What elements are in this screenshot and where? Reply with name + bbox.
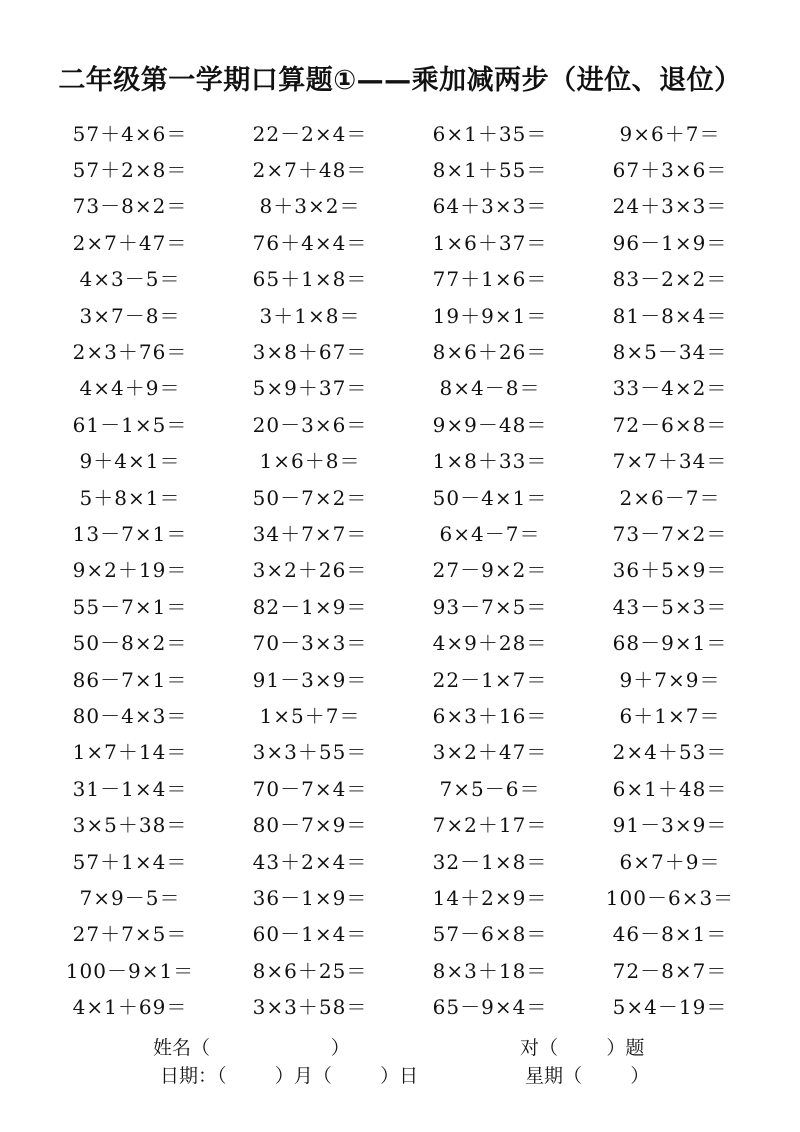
- problem-item: 6×1＋48＝: [612, 776, 728, 801]
- problem-item: 22－2×4＝: [252, 121, 368, 146]
- problem-item: 1×7＋14＝: [72, 740, 188, 765]
- problem-item: 34＋7×7＝: [252, 521, 368, 546]
- problem-item: 3×5＋38＝: [72, 813, 188, 838]
- problem-item: 8×3＋18＝: [432, 958, 548, 983]
- worksheet-title: 二年级第一学期口算题①——乘加减两步（进位、退位）: [58, 65, 742, 96]
- problem-item: 43＋2×4＝: [252, 849, 368, 874]
- problem-item: 80－7×9＝: [252, 813, 368, 838]
- name-field[interactable]: 姓名（ ）: [153, 1037, 350, 1059]
- problem-item: 73－8×2＝: [72, 194, 188, 219]
- problem-item: 7×7＋34＝: [612, 449, 728, 474]
- problem-item: 73－7×2＝: [612, 521, 728, 546]
- problem-item: 70－7×4＝: [252, 776, 368, 801]
- problem-item: 8×4－8＝: [439, 376, 541, 401]
- problem-item: 5×4－19＝: [612, 995, 728, 1020]
- problem-item: 32－1×8＝: [432, 849, 548, 874]
- problem-item: 4×3－5＝: [79, 267, 181, 292]
- problem-item: 6×1＋35＝: [432, 121, 548, 146]
- problem-item: 80－4×3＝: [72, 703, 188, 728]
- problem-item: 5＋8×1＝: [79, 485, 181, 510]
- problem-item: 3×7－8＝: [79, 303, 181, 328]
- problem-item: 1×8＋33＝: [432, 449, 548, 474]
- problem-item: 64＋3×3＝: [432, 194, 548, 219]
- problem-item: 9×6＋7＝: [619, 121, 721, 146]
- problem-item: 46－8×1＝: [612, 922, 728, 947]
- problem-item: 3×3＋55＝: [252, 740, 368, 765]
- problem-item: 43－5×3＝: [612, 594, 728, 619]
- problem-item: 60－1×4＝: [252, 922, 368, 947]
- problem-item: 2×6－7＝: [619, 485, 721, 510]
- problem-item: 57＋4×6＝: [72, 121, 188, 146]
- problem-item: 4×9＋28＝: [432, 631, 548, 656]
- problem-item: 72－6×8＝: [612, 412, 728, 437]
- weekday-field[interactable]: 星期（ ）: [525, 1065, 650, 1087]
- problem-item: 27－9×2＝: [432, 558, 548, 583]
- problem-item: 8×5－34＝: [612, 340, 728, 365]
- problem-item: 68－9×1＝: [612, 631, 728, 656]
- problem-item: 2×4＋53＝: [612, 740, 728, 765]
- correct-count-field[interactable]: 对（ ）题: [520, 1037, 645, 1059]
- problem-item: 6×7＋9＝: [619, 849, 721, 874]
- problem-item: 8＋3×2＝: [259, 194, 361, 219]
- problem-item: 8×6＋25＝: [252, 958, 368, 983]
- problem-item: 3×2＋26＝: [252, 558, 368, 583]
- problem-item: 91－3×9＝: [612, 813, 728, 838]
- problem-item: 3×2＋47＝: [432, 740, 548, 765]
- problem-item: 100－6×3＝: [605, 885, 735, 910]
- problem-grid: [40, 114, 760, 1024]
- problem-item: 72－8×7＝: [612, 958, 728, 983]
- problem-item: 57－6×8＝: [432, 922, 548, 947]
- problem-item: 100－9×1＝: [65, 958, 195, 983]
- problem-item: 96－1×9＝: [612, 230, 728, 255]
- problem-item: 19＋9×1＝: [432, 303, 548, 328]
- problem-item: 2×3＋76＝: [72, 340, 188, 365]
- problem-item: 6＋1×7＝: [619, 703, 721, 728]
- problem-item: 55－7×1＝: [72, 594, 188, 619]
- problem-item: 3×3＋58＝: [252, 995, 368, 1020]
- problem-item: 1×5＋7＝: [259, 703, 361, 728]
- problem-item: 4×1＋69＝: [72, 995, 188, 1020]
- problem-item: 3×8＋67＝: [252, 340, 368, 365]
- problem-item: 50－4×1＝: [432, 485, 548, 510]
- date-field[interactable]: 日期：（ ）月（ ）日: [160, 1065, 419, 1087]
- problem-item: 9＋4×1＝: [79, 449, 181, 474]
- problem-item: 67＋3×6＝: [612, 158, 728, 183]
- problem-item: 50－8×2＝: [72, 631, 188, 656]
- problem-item: 24＋3×3＝: [612, 194, 728, 219]
- problem-item: 2×7＋48＝: [252, 158, 368, 183]
- problem-item: 3＋1×8＝: [259, 303, 361, 328]
- problem-item: 9×9－48＝: [432, 412, 548, 437]
- problem-item: 14＋2×9＝: [432, 885, 548, 910]
- problem-item: 50－7×2＝: [252, 485, 368, 510]
- problem-item: 91－3×9＝: [252, 667, 368, 692]
- problem-item: 1×6＋8＝: [259, 449, 361, 474]
- problem-item: 76＋4×4＝: [252, 230, 368, 255]
- problem-item: 2×7＋47＝: [72, 230, 188, 255]
- problem-item: 65－9×4＝: [432, 995, 548, 1020]
- problem-item: 1×6＋37＝: [432, 230, 548, 255]
- problem-item: 86－7×1＝: [72, 667, 188, 692]
- problem-item: 7×2＋17＝: [432, 813, 548, 838]
- problem-item: 6×3＋16＝: [432, 703, 548, 728]
- problem-item: 70－3×3＝: [252, 631, 368, 656]
- problem-item: 57＋1×4＝: [72, 849, 188, 874]
- problem-item: 33－4×2＝: [612, 376, 728, 401]
- problem-item: 93－7×5＝: [432, 594, 548, 619]
- problem-item: 9＋7×9＝: [619, 667, 721, 692]
- problem-item: 7×9－5＝: [79, 885, 181, 910]
- problem-item: 20－3×6＝: [252, 412, 368, 437]
- problem-item: 8×6＋26＝: [432, 340, 548, 365]
- problem-item: 65＋1×8＝: [252, 267, 368, 292]
- problem-item: 57＋2×8＝: [72, 158, 188, 183]
- problem-item: 31－1×4＝: [72, 776, 188, 801]
- problem-item: 81－8×4＝: [612, 303, 728, 328]
- problem-item: 4×4＋9＝: [79, 376, 181, 401]
- problem-item: 9×2＋19＝: [72, 558, 188, 583]
- problem-item: 36＋5×9＝: [612, 558, 728, 583]
- problem-item: 83－2×2＝: [612, 267, 728, 292]
- problem-item: 8×1＋55＝: [432, 158, 548, 183]
- problem-item: 5×9＋37＝: [252, 376, 368, 401]
- problem-item: 13－7×1＝: [72, 521, 188, 546]
- problem-item: 36－1×9＝: [252, 885, 368, 910]
- problem-item: 6×4－7＝: [439, 521, 541, 546]
- problem-item: 22－1×7＝: [432, 667, 548, 692]
- problem-item: 7×5－6＝: [439, 776, 541, 801]
- problem-item: 27＋7×5＝: [72, 922, 188, 947]
- problem-item: 77＋1×6＝: [432, 267, 548, 292]
- problem-item: 61－1×5＝: [72, 412, 188, 437]
- problem-item: 82－1×9＝: [252, 594, 368, 619]
